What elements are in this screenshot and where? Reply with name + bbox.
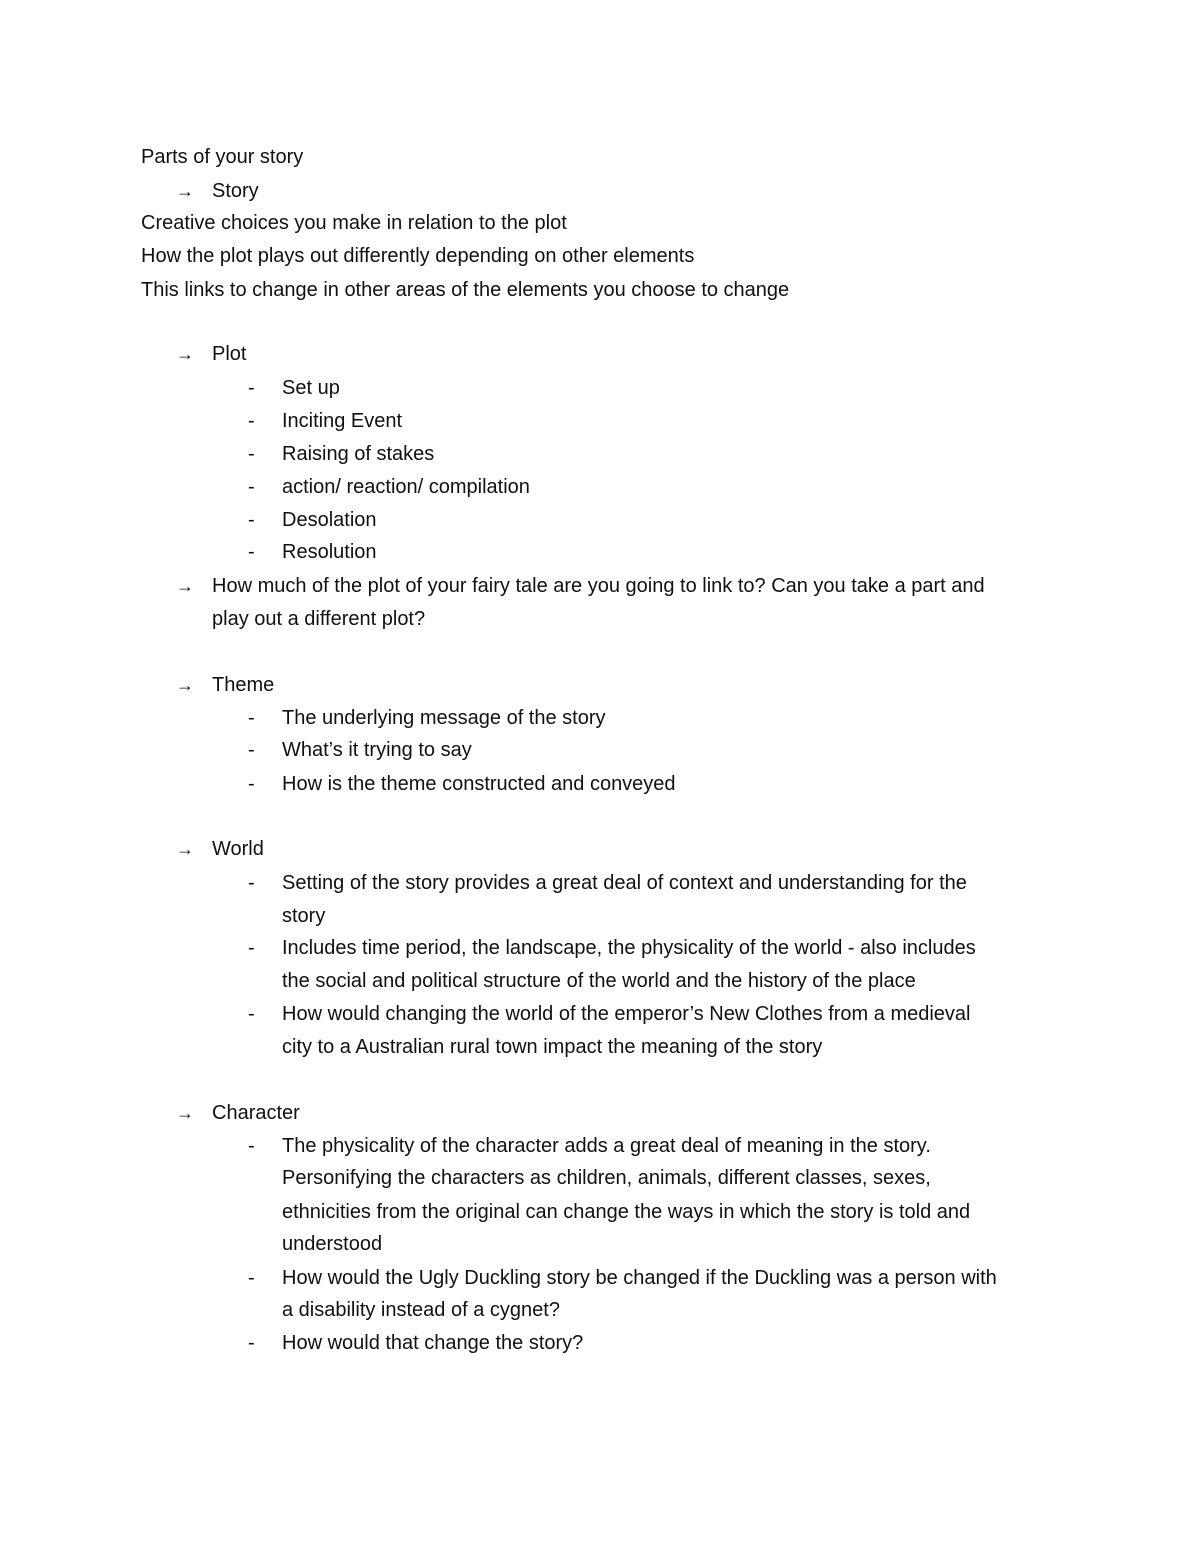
arrow-icon: → — [176, 181, 194, 201]
list-item: Setting of the story provides a great deal of context and understanding for the — [282, 872, 967, 894]
list-item-continued: a disability instead of a cygnet? — [282, 1299, 560, 1321]
document-heading: Parts of your story — [141, 146, 304, 168]
arrow-icon: → — [176, 839, 194, 859]
dash-bullet: - — [248, 739, 255, 761]
list-item-continued: ethnicities from the original can change the ways in which the story is told and — [282, 1201, 971, 1223]
list-item: action/ reaction/ compilation — [282, 476, 530, 498]
dash-bullet: - — [248, 1003, 255, 1025]
section-label-story: Story — [212, 180, 259, 202]
dash-bullet: - — [248, 410, 255, 432]
section-label-world: World — [212, 838, 264, 860]
list-item: Raising of stakes — [282, 443, 435, 465]
list-item-continued: Personifying the characters as children, animals, different classes, sexes, — [282, 1167, 931, 1189]
list-item: What’s it trying to say — [282, 739, 472, 761]
list-item-continued: story — [282, 905, 326, 927]
section-label-theme: Theme — [212, 674, 275, 696]
section-label-character: Character — [212, 1102, 300, 1124]
arrow-icon: → — [176, 1103, 194, 1123]
intro-line: Creative choices you make in relation to the plot — [141, 212, 567, 234]
list-item: How would changing the world of the emperor’s New Clothes from a medieval — [282, 1003, 971, 1025]
intro-line: This links to change in other areas of the elements you choose to change — [141, 279, 790, 301]
dash-bullet: - — [248, 937, 255, 959]
dash-bullet: - — [248, 773, 255, 795]
arrow-icon: → — [176, 675, 194, 695]
list-item: The physicality of the character adds a great deal of meaning in the story. — [282, 1135, 931, 1157]
intro-line: How the plot plays out differently depending on other elements — [141, 245, 695, 267]
list-item: The underlying message of the story — [282, 707, 606, 729]
list-item: Resolution — [282, 541, 377, 563]
list-item: How would the Ugly Duckling story be changed if the Duckling was a person with — [282, 1267, 997, 1289]
dash-bullet: - — [248, 707, 255, 729]
dash-bullet: - — [248, 443, 255, 465]
dash-bullet: - — [248, 872, 255, 894]
dash-bullet: - — [248, 1332, 255, 1354]
list-item: Includes time period, the landscape, the physicality of the world - also includes — [282, 937, 976, 959]
list-item: Inciting Event — [282, 410, 403, 432]
list-item: How would that change the story? — [282, 1332, 584, 1354]
list-item: Set up — [282, 377, 340, 399]
dash-bullet: - — [248, 509, 255, 531]
list-item-continued: understood — [282, 1233, 383, 1255]
list-item-continued: the social and political structure of the world and the history of the place — [282, 970, 916, 992]
dash-bullet: - — [248, 1135, 255, 1157]
list-item: Desolation — [282, 509, 377, 531]
plot-question-line: play out a different plot? — [212, 608, 426, 630]
dash-bullet: - — [248, 476, 255, 498]
list-item: How is the theme constructed and conveyed — [282, 773, 676, 795]
list-item-continued: city to a Australian rural town impact the meaning of the story — [282, 1036, 823, 1058]
section-label-plot: Plot — [212, 343, 247, 365]
dash-bullet: - — [248, 541, 255, 563]
dash-bullet: - — [248, 1267, 255, 1289]
arrow-icon: → — [176, 344, 194, 364]
dash-bullet: - — [248, 377, 255, 399]
plot-question-line: How much of the plot of your fairy tale are you going to link to? Can you take a part and — [212, 575, 985, 597]
arrow-icon: → — [176, 576, 194, 596]
